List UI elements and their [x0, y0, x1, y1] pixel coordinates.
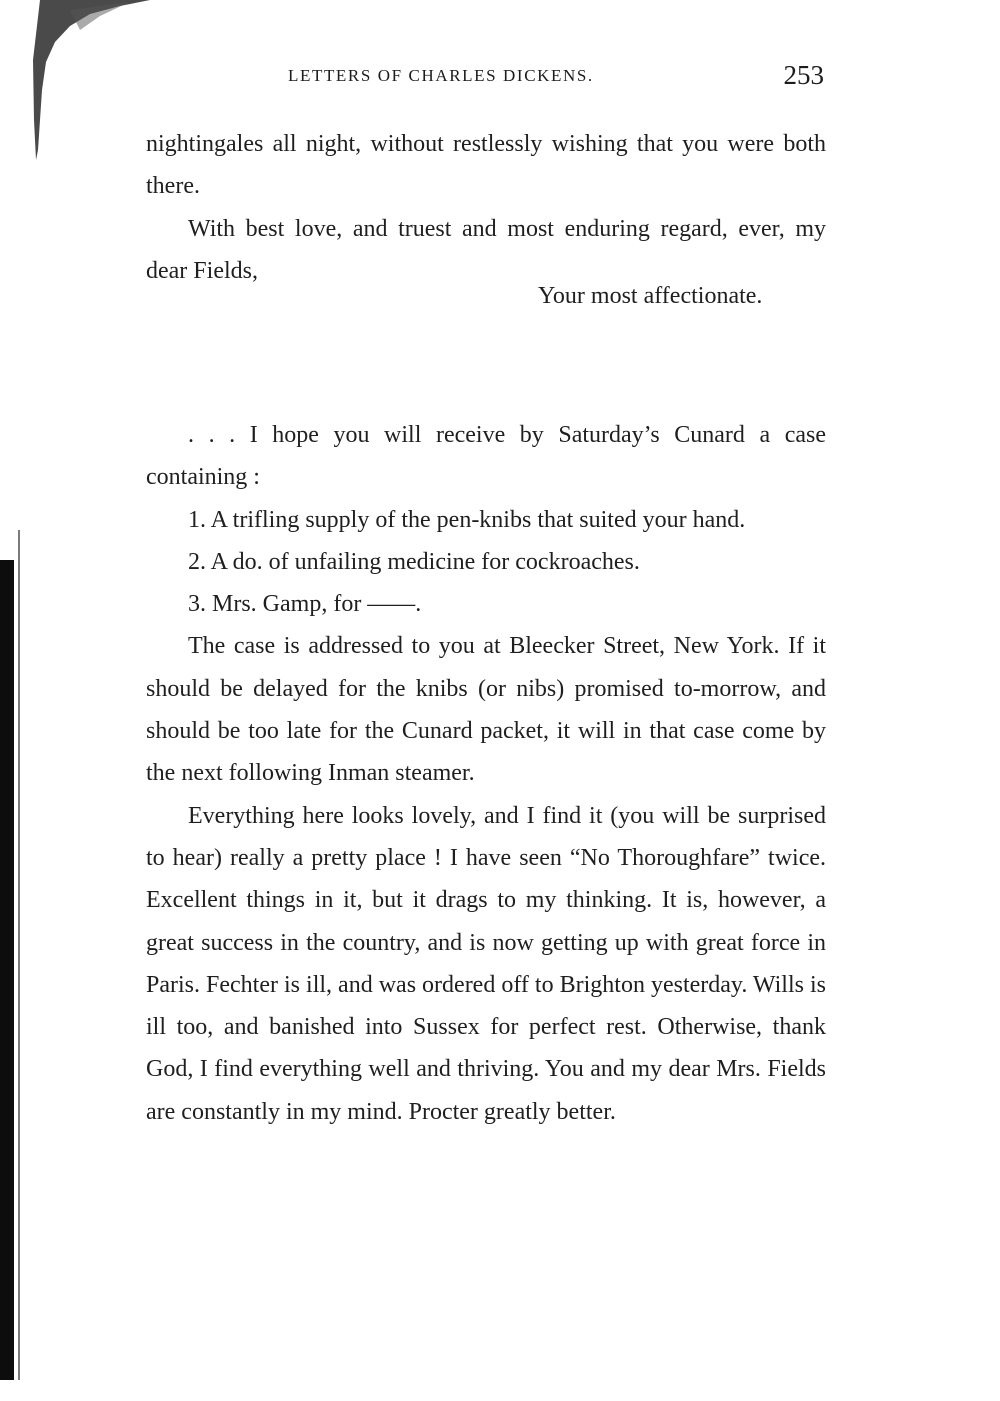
paragraph: nightingales all night, without restlessly wishing that you were both there. — [146, 131, 826, 200]
running-title: LETTERS OF CHARLES DICKENS. — [288, 66, 594, 85]
scan-corner-shadow — [0, 0, 150, 160]
page-number: 253 — [783, 60, 824, 90]
list-item: 1. A trifling supply of the pen-knibs that suited your hand. — [188, 506, 746, 533]
paragraph: The case is addressed to you at Bleecker Street, New York. If it should be delayed for the knibs (or nibs) promised to-morrow, and should be too late for the Cunard packet, it will in that case come by the next following Inman steamer. — [146, 633, 826, 787]
list-item: 3. Mrs. Gamp, for ——. — [188, 591, 422, 618]
letter-continuation — [146, 123, 826, 292]
page-header — [288, 60, 828, 90]
binding-shadow-line — [18, 530, 20, 1380]
paragraph: Everything here looks lovely, and I find it (you will be surprised to hear) really a pretty place ! I have seen “No Thoroughfare” twice. Excellent things in it, but it drags to my thinking. It is, however, a great success in the country, and is now getting up with great force in Paris. Fechter is ill, and was ordered off to Brighton yesterday. Wills is ill too, and banished into Sussex for perfect rest. Otherwise, thank God, I find everything well and thriving. You and my dear Mrs. Fields are constantly in my mind. Procter greatly better. — [146, 802, 826, 1125]
paragraph: . . . I hope you will receive by Saturday’s Cunard a case containing : — [146, 422, 826, 491]
signoff: Your most affectionate. — [538, 283, 763, 309]
paragraph: With best love, and truest and most enduring regard, ever, my dear Fields, — [146, 215, 826, 284]
letter-body — [146, 414, 826, 1133]
binding-edge — [0, 560, 14, 1380]
list-item: 2. A do. of unfailing medicine for cockroaches. — [188, 548, 640, 575]
